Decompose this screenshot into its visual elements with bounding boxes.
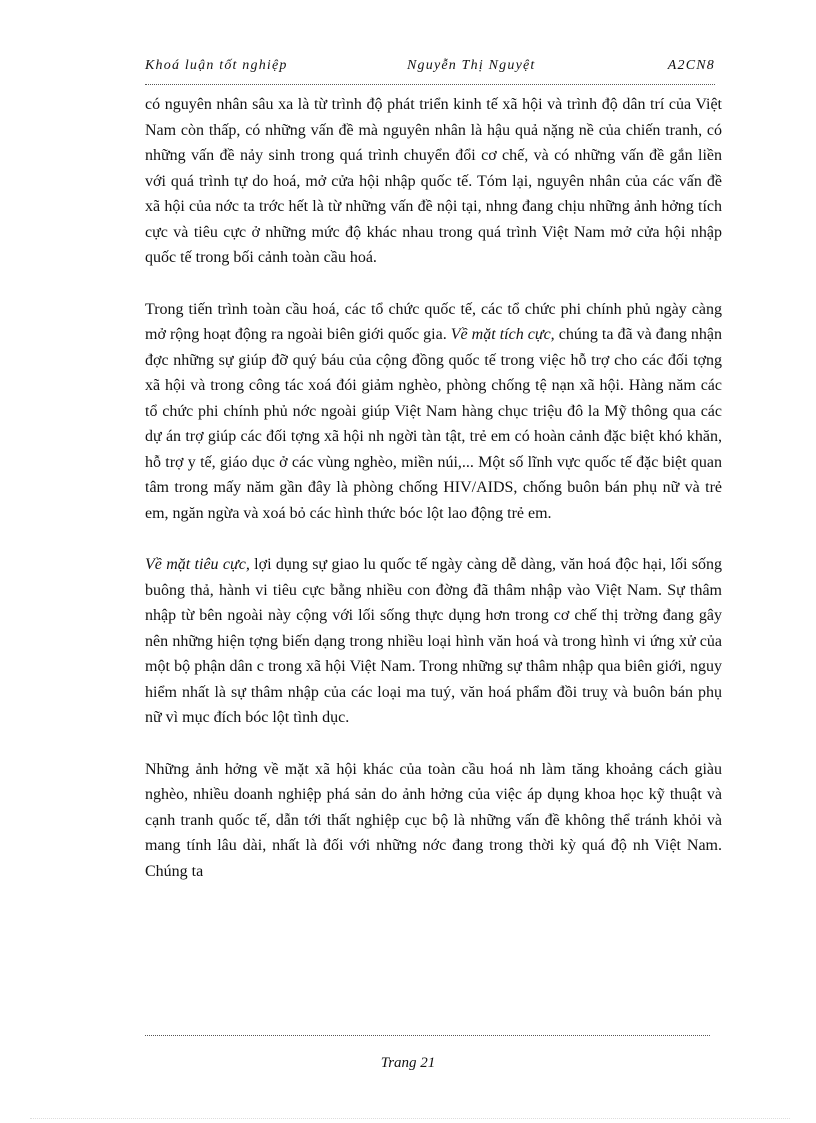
- paragraph-4: [145, 757, 722, 885]
- footer-divider: [145, 1035, 710, 1036]
- header-thesis-label: Khoá luận tốt nghiệp: [145, 58, 288, 73]
- page-header: [145, 58, 715, 80]
- paragraph-1-text: có nguyên nhân sâu xa là từ trình độ phát triển kinh tế xã hội và trình độ dân trí của Việt Nam còn thấp, có những vấn đề mà nguyên nhân là hậu quả nặng nề của chiến tranh, có những vấn đề nảy sinh trong quá trình chuyển đổi cơ chế, và có những vấn đề gắn liền với quá trình tự do hoá, mở cửa hội nhập quốc tế. Tóm lại, nguyên nhân của các vấn đề xã hội của nớc ta trớc hết là từ những vấn đề nội tại, nhng đang chịu những ảnh hởng tích cực và tiêu cực ở những mức độ khác nhau trong quá trình Việt Nam mở cửa hội nhập quốc tế trong bối cảnh toàn cầu hoá.: [145, 96, 722, 266]
- page-number: Trang 21: [380, 1055, 436, 1071]
- document-body: [145, 92, 722, 884]
- paragraph-2: [145, 297, 722, 527]
- paragraph-3-emphasis: Về mặt tiêu cực,: [145, 556, 250, 573]
- paragraph-4-text: Những ảnh hởng về mặt xã hội khác của toàn cầu hoá nh làm tăng khoảng cách giàu nghèo, nhiều doanh nghiệp phá sản do ảnh hởng của việc áp dụng khoa học kỹ thuật và cạnh tranh quốc tế, dẫn tới thất nghiệp cục bộ là những vấn đề không thể tránh khỏi và mang tính lâu dài, nhất là đối với những nớc đang trong thời kỳ quá độ nh Việt Nam. Chúng ta: [145, 760, 722, 880]
- paragraph-3-text: lợi dụng sự giao lu quốc tế ngày càng dễ dàng, văn hoá độc hại, lối sống buông thả, hành vi tiêu cực bằng nhiều con đờng đã thâm nhập vào Việt Nam. Sự thâm nhập từ bên ngoài này cộng với lối sống thực dụng hơn trong cơ chế thị trờng đang gây nên những hiện tợng biến dạng trong nhiều loại hình văn hoá và trong hình vi ứng xử của một bộ phận dân c trong xã hội Việt Nam. Trong những sự thâm nhập qua biên giới, nguy hiểm nhất là sự thâm nhập của các loại ma tuý, văn hoá phẩm đồi truỵ và buôn bán phụ nữ vì mục đích bóc lột tình dục.: [145, 556, 722, 726]
- paragraph-2-text: Trong tiến trình toàn cầu hoá, các tổ chức quốc tế, các tổ chức phi chính phủ ngày càng mở rộng hoạt động ra ngoài biên giới quốc gia.: [145, 300, 722, 343]
- header-class-code: A2CN8: [667, 58, 715, 73]
- paragraph-2-emphasis: Về mặt tích cực,: [450, 326, 555, 343]
- paragraph-3: [145, 552, 722, 731]
- page-bottom-edge: [30, 1118, 790, 1119]
- paragraph-2-text-continued: chúng ta đã và đang nhận đợc những sự giúp đỡ quý báu của cộng đồng quốc tế trong việc hỗ trợ cho các đối tợng xã hội và trong công tác xoá đói giảm nghèo, phòng chống tệ nạn xã hội. Hàng năm các tổ chức phi chính phủ nớc ngoài giúp Việt Nam hàng chục triệu đô la Mỹ thông qua các dự án trợ giúp các đối tợng xã hội nh ngời tàn tật, trẻ em có hoàn cảnh đặc biệt khó khăn, hỗ trợ y tế, giáo dục ở các vùng nghèo, miền núi,... Một số lĩnh vực quốc tế đặc biệt quan tâm trong mấy năm gần đây là phòng chống HIV/AIDS, chống buôn bán phụ nữ và trẻ em, ngăn ngừa và xoá bỏ các hình thức bóc lột lao động trẻ em.: [145, 326, 723, 522]
- header-author-name: Nguyễn Thị Nguyệt: [407, 58, 536, 73]
- header-divider: [145, 84, 715, 85]
- paragraph-1: [145, 92, 722, 271]
